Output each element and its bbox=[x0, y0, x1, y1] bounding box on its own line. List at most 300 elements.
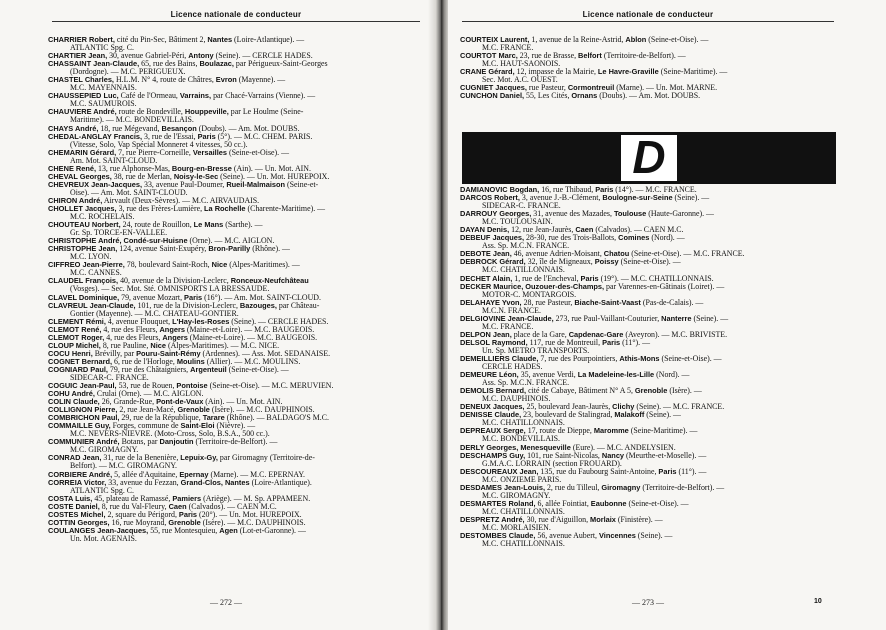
directory-entry bbox=[48, 527, 414, 543]
entry-name: CHENE René, bbox=[48, 164, 97, 173]
entry-city: Paris bbox=[580, 274, 599, 283]
entry-name: COGNIARD Paul, bbox=[48, 365, 108, 374]
entry-address: 16, rue Moyrand, bbox=[109, 518, 169, 527]
entry-city: Tarare bbox=[202, 414, 225, 423]
directory-entry bbox=[48, 52, 414, 60]
entry-address: 23, boulevard de Stalingrad, bbox=[521, 411, 615, 420]
directory-entry bbox=[460, 36, 832, 52]
directory-entry bbox=[48, 277, 414, 293]
entry-continuation: Ass. Sp. M.C.N. FRANCE. bbox=[482, 379, 570, 388]
entry-club: (Doubs). — Am. Mot. DOUBS. bbox=[196, 124, 300, 133]
entry-club: (Meurthe-et-Moselle). — bbox=[624, 451, 707, 460]
entry-name: COSTE Daniel, bbox=[48, 502, 100, 511]
entry-line bbox=[48, 245, 414, 253]
entry-line bbox=[460, 452, 832, 460]
entry-address: 117, rue de Montreuil, bbox=[527, 338, 603, 347]
entry-name: COSTA Luis, bbox=[48, 494, 93, 503]
entry-line bbox=[460, 427, 832, 435]
entry-city: Le Mans bbox=[193, 221, 224, 230]
entry-club: (Mayenne). — bbox=[236, 76, 286, 85]
entry-club: par Le Houlme (Seine- bbox=[228, 108, 304, 117]
entry-club: (Haute-Garonne). — bbox=[646, 210, 714, 219]
entry-continuation: M.C. CHATILLONNAIS. bbox=[482, 507, 565, 516]
entry-club: (14°). — M.C. FRANCE. bbox=[613, 186, 697, 194]
entry-address: cité du Pin-Sec, Bâtiment 2, bbox=[114, 36, 208, 44]
entry-address: 2, rue Jean-Macé, bbox=[117, 406, 178, 415]
entry-club: (Calvados). — CAEN M.C. bbox=[186, 502, 277, 511]
entry-address: 17, route de Dieppe, bbox=[525, 427, 594, 436]
directory-entry bbox=[460, 226, 832, 234]
entry-club: (Eure). — M.C. ANDELYSIEN. bbox=[570, 443, 676, 452]
entry-address: 29, rue de la République, bbox=[119, 414, 203, 423]
entry-city: Grenoble bbox=[168, 518, 201, 527]
entry-line bbox=[48, 294, 414, 302]
entry-line bbox=[460, 210, 832, 218]
entry-name: DENEUX Jacques, bbox=[460, 403, 525, 412]
entry-line bbox=[48, 36, 414, 44]
entry-club: (Loire-Atlantique). bbox=[249, 478, 312, 487]
entry-continuation: SIDECAR-C. FRANCE. bbox=[70, 373, 149, 382]
entry-club: (Doubs). — Am. Mot. DOUBS. bbox=[597, 92, 701, 101]
entry-address: cité de Cabaye, Bâtiment N° A 5, bbox=[526, 387, 635, 396]
entry-club: (11°). — bbox=[620, 338, 650, 347]
entry-line bbox=[48, 471, 414, 479]
entry-address: 55, rue Montesquieu, bbox=[148, 526, 220, 535]
entry-continuation: M.C. LYON. bbox=[70, 253, 112, 262]
directory-entry bbox=[48, 205, 414, 221]
entry-city: Maromme bbox=[593, 427, 629, 436]
entry-club: (Rhône). — BALDAGO'S M.C. bbox=[224, 414, 330, 423]
directory-entry bbox=[48, 92, 414, 108]
entry-name: COSTES Michel, bbox=[48, 510, 106, 519]
entry-club: (Orne). — M.C. AIGLON. bbox=[187, 237, 275, 246]
entry-club: (Seine-et-Oise). — bbox=[626, 499, 689, 508]
entry-line bbox=[460, 315, 832, 323]
directory-entry bbox=[460, 403, 832, 411]
entry-continuation: MOTOR-C. MONTARGOIS. bbox=[482, 290, 577, 299]
directory-entry bbox=[48, 302, 414, 318]
entry-continuation: Un. Mot. AGENAIS. bbox=[70, 534, 137, 543]
entry-address: 40, avenue de la Division-Leclerc, bbox=[118, 277, 231, 286]
entry-address: 28, rue Pasteur, bbox=[521, 298, 575, 307]
entry-address: 135, rue du Faubourg Saint-Antoine, bbox=[538, 467, 659, 476]
entry-city: Evron bbox=[215, 76, 237, 85]
entry-city: Cormontreuil bbox=[567, 84, 615, 93]
entry-line bbox=[460, 331, 832, 339]
entry-city: Agen bbox=[219, 526, 238, 535]
entry-city: Ablon bbox=[625, 36, 647, 44]
entry-name: DELPON Jean, bbox=[460, 330, 512, 339]
entry-city: Eaubonne bbox=[590, 499, 627, 508]
entry-continuation: Belfort). — M.C. GIROMAGNY. bbox=[70, 462, 178, 471]
entry-address: 31, rue de la Benenière, bbox=[101, 454, 181, 463]
entry-city: Angers bbox=[162, 333, 188, 342]
entry-city: Paris bbox=[184, 293, 203, 302]
entry-address: 7, rue des Pourpointiers, bbox=[538, 354, 620, 363]
entry-line bbox=[48, 60, 414, 68]
entry-name: DAYAN Denis, bbox=[460, 226, 510, 235]
entry-continuation: SIDECAR-C. FRANCE. bbox=[482, 202, 561, 211]
entry-club: (Seine). — CERCLE HADES. bbox=[213, 52, 313, 61]
directory-entry bbox=[48, 108, 414, 124]
entry-name: CIFFREO Jean-Pierre, bbox=[48, 261, 125, 270]
entry-line bbox=[460, 516, 832, 524]
entry-club: (Seine-et-Oise). — M.C. FRANCE. bbox=[629, 250, 745, 259]
entry-name: DAMIANOVIC Bogdan, bbox=[460, 186, 540, 194]
directory-entry bbox=[460, 468, 832, 484]
entry-line bbox=[48, 197, 414, 205]
entry-club: (Seine-Maritime). — bbox=[628, 427, 698, 436]
entry-name: DESCOUREAUX Jean, bbox=[460, 467, 539, 476]
entry-line bbox=[460, 194, 832, 202]
entry-name: CLEMOT René, bbox=[48, 325, 102, 334]
entry-city: Paris bbox=[178, 510, 198, 519]
entry-club: (Loire-Atlantique). — bbox=[232, 36, 305, 44]
entry-continuation: M.C.N. FRANCE. bbox=[482, 306, 541, 315]
entry-city: Versailles bbox=[192, 148, 227, 157]
entry-name: DERLY Georges, bbox=[460, 443, 519, 452]
entry-continuation: M.C. NEVERS-NIEVRE. (Moto-Cross, Solo, B.S.A., 500 cc.). bbox=[70, 430, 270, 439]
directory-entry bbox=[48, 133, 414, 149]
entry-line bbox=[48, 503, 414, 511]
entry-club: par Giromagny (Territoire-de- bbox=[217, 454, 315, 463]
entry-continuation: M.C. CHATILLONNAIS. bbox=[482, 266, 565, 275]
entry-club: (Seine). — bbox=[672, 194, 710, 203]
entry-city: La Madeleine-les-Lille bbox=[577, 371, 655, 380]
directory-entry bbox=[48, 261, 414, 277]
entry-club: (Isère). — M.C. DAUPHINOIS. bbox=[209, 406, 315, 415]
entry-club: (Alpes-Maritimes). — M.C. NICE. bbox=[166, 341, 280, 350]
entry-name: DEPREAUX Serge, bbox=[460, 427, 526, 436]
entry-address: 79, avenue Mozart, bbox=[119, 293, 185, 302]
entry-city: Chatou bbox=[603, 250, 630, 259]
entry-address: 16, rue Thibaud, bbox=[539, 186, 596, 194]
entry-continuation: M.C. ROCHELAIS. bbox=[70, 213, 135, 222]
entry-line bbox=[48, 527, 414, 535]
entry-line bbox=[48, 277, 414, 285]
entry-club: (Seine). — M.C. FRANCE. bbox=[634, 403, 725, 412]
entry-line bbox=[460, 92, 832, 100]
entry-continuation: Am. Mot. SAINT-CLOUD. bbox=[70, 156, 158, 165]
entry-line bbox=[48, 318, 414, 326]
entry-name: COGUIC Jean-Paul, bbox=[48, 382, 117, 391]
entry-name: CHEVAL Georges, bbox=[48, 172, 112, 181]
entry-name: COULANGES Jean-Jacques, bbox=[48, 526, 149, 535]
entry-continuation: (Vosges). — Sec. Mot. Sté. OMNISPORTS LA BRESSAUDE. bbox=[70, 285, 270, 294]
entry-address: 25, boulevard Jean-Jaurès, bbox=[524, 403, 613, 412]
entry-club: (Allier). — M.C. MOULINS. bbox=[204, 357, 301, 366]
entry-line bbox=[460, 500, 832, 508]
entry-line bbox=[460, 339, 832, 347]
entry-line bbox=[48, 302, 414, 310]
entry-line bbox=[460, 355, 832, 363]
directory-entry bbox=[48, 221, 414, 237]
entry-address: 6, rue de l'Horloge, bbox=[112, 357, 177, 366]
entry-name: CHRISTOPHE André, bbox=[48, 237, 122, 246]
entry-club: (Aveyron). — M.C. BRIVISTE. bbox=[623, 330, 728, 339]
entry-name: DEMOLIS Bernard, bbox=[460, 387, 527, 396]
entry-city: Argenteuil bbox=[190, 365, 227, 374]
entry-city: Giromagny bbox=[601, 483, 641, 492]
entry-address: 56, avenue Aubert, bbox=[535, 532, 599, 541]
directory-entry bbox=[48, 422, 414, 438]
entry-club: (Territoire-de-Belfort). — bbox=[601, 52, 686, 61]
entry-club: (Alpes-Maritimes). — bbox=[227, 261, 300, 270]
entry-name: DEMEILLIERS Claude, bbox=[460, 354, 539, 363]
entry-name: DESTOMBES Claude, bbox=[460, 532, 536, 541]
entry-address: 30, rue d'Aiguillon, bbox=[524, 515, 591, 524]
entry-continuation: (Vitesse, Solo, Vap Spécial Monneret 4 vitesses, 50 cc.). bbox=[70, 140, 248, 149]
entry-address: 273, rue Paul-Vaillant-Couturier, bbox=[553, 314, 662, 323]
entry-club: (Seine). — bbox=[644, 411, 681, 420]
entry-continuation: M.C. SAUMUROIS. bbox=[70, 100, 137, 109]
entry-city: Condé-sur-Huisne bbox=[123, 237, 188, 246]
entry-city: Besançon bbox=[161, 124, 197, 133]
entry-line bbox=[48, 350, 414, 358]
entry-city: Biache-Saint-Vaast bbox=[574, 298, 641, 307]
entry-line bbox=[48, 495, 414, 503]
entry-name: COHU André, bbox=[48, 390, 95, 399]
entry-name: DEBEUF Jacques, bbox=[460, 234, 525, 243]
directory-entry bbox=[460, 452, 832, 468]
entry-line bbox=[48, 52, 414, 60]
directory-entry bbox=[460, 387, 832, 403]
entry-club: (Marne). — Un. Mot. MARNE. bbox=[614, 84, 718, 93]
directory-entry bbox=[48, 390, 414, 398]
entry-club: (Seine-et-Oise). — bbox=[226, 365, 289, 374]
entry-city: Bourg-en-Bresse bbox=[171, 164, 232, 173]
entry-city: Nice bbox=[211, 261, 228, 270]
entry-address: 18, rue Mégevand, bbox=[98, 124, 162, 133]
entry-name: CHEVREUX Jean-Jacques, bbox=[48, 180, 143, 189]
entry-club: (Calvados). — CAEN M.C. bbox=[593, 226, 684, 235]
entry-address: 28-30, rue des Trois-Ballots, bbox=[524, 234, 619, 243]
entry-city: Malakoff bbox=[614, 411, 645, 420]
entry-name: CHOUTEAU Norbert, bbox=[48, 221, 121, 230]
entry-line bbox=[48, 342, 414, 350]
directory-entry bbox=[48, 519, 414, 527]
entry-line bbox=[460, 532, 832, 540]
entry-address: 31, avenue des Mazades, bbox=[531, 210, 614, 219]
directory-entry bbox=[460, 444, 832, 452]
entry-continuation: M.C. ONZIEME PARIS. bbox=[482, 475, 562, 484]
entry-address: 65, rue des Bains, bbox=[139, 60, 200, 69]
entry-club: (5°). — M.C. CHEM. PARIS. bbox=[215, 132, 313, 141]
entry-line bbox=[48, 422, 414, 430]
directory-entry bbox=[460, 516, 832, 532]
entry-club: par Varennes-en-Gâtinais (Loiret). — bbox=[604, 282, 725, 291]
entry-club: (Ariège). — M. Sp. APPAMEEN. bbox=[201, 494, 311, 503]
entry-line bbox=[48, 358, 414, 366]
directory-entry bbox=[460, 258, 832, 274]
entry-city: Epernay bbox=[179, 470, 209, 479]
entry-city: Angers bbox=[159, 325, 185, 334]
directory-entry bbox=[460, 371, 832, 387]
entry-line bbox=[460, 444, 832, 452]
entry-name: COMMUNIER André, bbox=[48, 438, 120, 447]
entry-address: place de la Gare, bbox=[511, 330, 569, 339]
entry-club: par Château- bbox=[276, 301, 320, 310]
entry-continuation: M.C. CHATILLONNAIS. bbox=[482, 540, 565, 549]
entry-line bbox=[48, 205, 414, 213]
entry-club: (Lot-et-Garonne). — bbox=[237, 526, 306, 535]
entry-name: CHAYS André, bbox=[48, 124, 99, 133]
entry-column bbox=[460, 186, 832, 548]
directory-entry bbox=[460, 315, 832, 331]
entry-name: COTTIN Georges, bbox=[48, 518, 110, 527]
entry-address: Brévilly, par bbox=[92, 349, 137, 358]
entry-name: CORREIA Victor, bbox=[48, 478, 107, 487]
entry-club: (Territoire-de-Belfort). — bbox=[640, 483, 725, 492]
entry-city: Saint-Eloi bbox=[180, 422, 215, 431]
entry-address: 38, rue de Merlan, bbox=[111, 172, 174, 181]
entry-name: CHARRIER Robert, bbox=[48, 36, 115, 44]
entry-club: (Pas-de-Calais). — bbox=[640, 298, 704, 307]
directory-entry bbox=[48, 197, 414, 205]
directory-entry bbox=[460, 194, 832, 210]
directory-entry bbox=[48, 125, 414, 133]
entry-club: (Marne). — M.C. EPERNAY. bbox=[208, 470, 305, 479]
entry-address: 12, rue Jean-Jaurès, bbox=[509, 226, 576, 235]
entry-name: DELSOL Raymond, bbox=[460, 338, 528, 347]
directory-entry bbox=[460, 411, 832, 427]
entry-club: (Seine-et-Oise). — bbox=[646, 36, 709, 44]
entry-line bbox=[48, 438, 414, 446]
entry-address: rue Pasteur, bbox=[526, 84, 568, 93]
directory-entry bbox=[460, 500, 832, 516]
entry-club: (11°). — bbox=[676, 467, 707, 476]
entry-city: Caen bbox=[575, 226, 594, 235]
entry-line bbox=[460, 371, 832, 379]
entry-address: 24, route de Rouillon, bbox=[120, 221, 194, 230]
entry-address: 6, allée Fointiat, bbox=[535, 499, 591, 508]
directory-entry bbox=[460, 283, 832, 299]
entry-line bbox=[48, 165, 414, 173]
page-header: Licence nationale de conducteur bbox=[52, 10, 420, 22]
entry-line bbox=[48, 221, 414, 229]
entry-line bbox=[460, 403, 832, 411]
entry-city: Comines bbox=[618, 234, 650, 243]
entry-address: 13, rue Alphonse-Mas, bbox=[96, 164, 172, 173]
entry-name: CORBIERE André, bbox=[48, 470, 113, 479]
entry-name: DELAHAYE Yvon, bbox=[460, 298, 522, 307]
entry-city: Poissy bbox=[594, 258, 619, 267]
entry-club: (Seine-et-Oise). — bbox=[659, 354, 722, 363]
entry-city: Pont-de-Vaux bbox=[156, 398, 204, 407]
entry-line bbox=[48, 454, 414, 462]
directory-entry bbox=[460, 331, 832, 339]
entry-continuation: M.C. FRANCE. bbox=[482, 44, 534, 53]
entry-continuation: M.C. CANNES. bbox=[70, 269, 122, 278]
entry-address: 7, rue Pierre-Corneille, bbox=[116, 148, 193, 157]
entry-address: 2, rue du Tilleul, bbox=[545, 483, 602, 492]
entry-line bbox=[48, 108, 414, 116]
entry-club: (Nord). — bbox=[649, 234, 685, 243]
entry-city: Bron-Parilly bbox=[208, 245, 251, 254]
directory-entry bbox=[460, 250, 832, 258]
entry-line bbox=[460, 234, 832, 242]
entry-name: DARCOS Robert, bbox=[460, 194, 520, 203]
entry-line bbox=[48, 519, 414, 527]
directory-entry bbox=[460, 532, 832, 548]
entry-name: CUNCHON Daniel, bbox=[460, 92, 525, 101]
entry-line bbox=[48, 326, 414, 334]
entry-address: 33, avenue du Fezzan, bbox=[106, 478, 181, 487]
right-page bbox=[448, 0, 886, 630]
directory-entry bbox=[460, 186, 832, 194]
entry-club: (Isère). — bbox=[667, 387, 702, 396]
left-page bbox=[0, 0, 436, 630]
entry-continuation: Gr. Sp. TORCE-EN-VALLEE. bbox=[70, 229, 168, 238]
directory-entry bbox=[48, 366, 414, 382]
entry-address: 45, plateau de Ramassé, bbox=[92, 494, 173, 503]
entry-address: 3, avenue J.-B.-Clément, bbox=[519, 194, 603, 203]
directory-entry bbox=[460, 427, 832, 443]
entry-line bbox=[460, 387, 832, 395]
entry-city: Grenoble bbox=[177, 406, 210, 415]
section-letter: D bbox=[618, 132, 680, 184]
entry-line bbox=[460, 36, 832, 44]
entry-address: 33, avenue Paul-Doumer, bbox=[142, 180, 227, 189]
entry-club: (Seine-et- bbox=[285, 180, 319, 189]
entry-address: 8, rue du Val-Fleury, bbox=[99, 502, 169, 511]
entry-city: Ornans bbox=[571, 92, 598, 101]
entry-line bbox=[48, 414, 414, 422]
entry-continuation: Ass. Sp. M.C.N. FRANCE. bbox=[482, 242, 570, 251]
entry-line bbox=[48, 334, 414, 342]
directory-entry bbox=[48, 326, 414, 334]
entry-club: (Seine-Maritime). — bbox=[658, 68, 728, 77]
entry-line bbox=[460, 226, 832, 234]
entry-city: Le Havre-Graville bbox=[597, 68, 659, 77]
entry-continuation: CERCLE HADES. bbox=[482, 363, 543, 372]
entry-name: COMBRICHON Paul, bbox=[48, 414, 120, 423]
entry-continuation: G.M.A.C. LORRAIN (section FROUARD). bbox=[482, 459, 622, 468]
entry-address: 79, rue des Châtaigniers, bbox=[107, 365, 191, 374]
directory-entry bbox=[460, 210, 832, 226]
directory-entry bbox=[48, 398, 414, 406]
directory-entry bbox=[48, 454, 414, 470]
entry-name: CLOUP Michel, bbox=[48, 341, 101, 350]
entry-city: Boulazac, bbox=[199, 60, 234, 69]
entry-line bbox=[460, 283, 832, 291]
entry-line bbox=[48, 125, 414, 133]
directory-entry bbox=[460, 68, 832, 84]
entry-name: DEMEURE Léon, bbox=[460, 371, 519, 380]
entry-address: 8, rue Pauline, bbox=[100, 341, 151, 350]
entry-address: Café de l'Ormeau, bbox=[118, 92, 180, 101]
directory-entry bbox=[48, 237, 414, 245]
directory-entry bbox=[48, 60, 414, 76]
entry-name: CHARTIER Jean, bbox=[48, 52, 108, 61]
directory-entry bbox=[48, 358, 414, 366]
entry-address: route de Bondeville, bbox=[116, 108, 185, 117]
entry-continuation: M.C. CHATILLONNAIS. bbox=[482, 419, 565, 428]
entry-name: DECHET Alain, bbox=[460, 274, 513, 283]
entry-address: 53, rue de Rouen, bbox=[116, 382, 177, 391]
entry-address: 1, rue de l'Encheval, bbox=[512, 274, 581, 283]
entry-name: DEBOTE Jean, bbox=[460, 250, 512, 259]
entry-name: CHEMARIN Gérard, bbox=[48, 148, 117, 157]
entry-continuation: Un. Sp. METRO TRANSPORTS. bbox=[482, 346, 590, 355]
entry-club: (Seine-et-Oise). — M.C. MERUVIEN. bbox=[207, 382, 334, 391]
entry-line bbox=[48, 76, 414, 84]
entry-name: DESDAMES Jean-Louis, bbox=[460, 483, 546, 492]
directory-entry bbox=[460, 52, 832, 68]
entry-club: (Seine-et-Oise). — bbox=[618, 258, 681, 267]
entry-city: Toulouse bbox=[613, 210, 647, 219]
entry-club: (Finistère). — bbox=[615, 515, 663, 524]
